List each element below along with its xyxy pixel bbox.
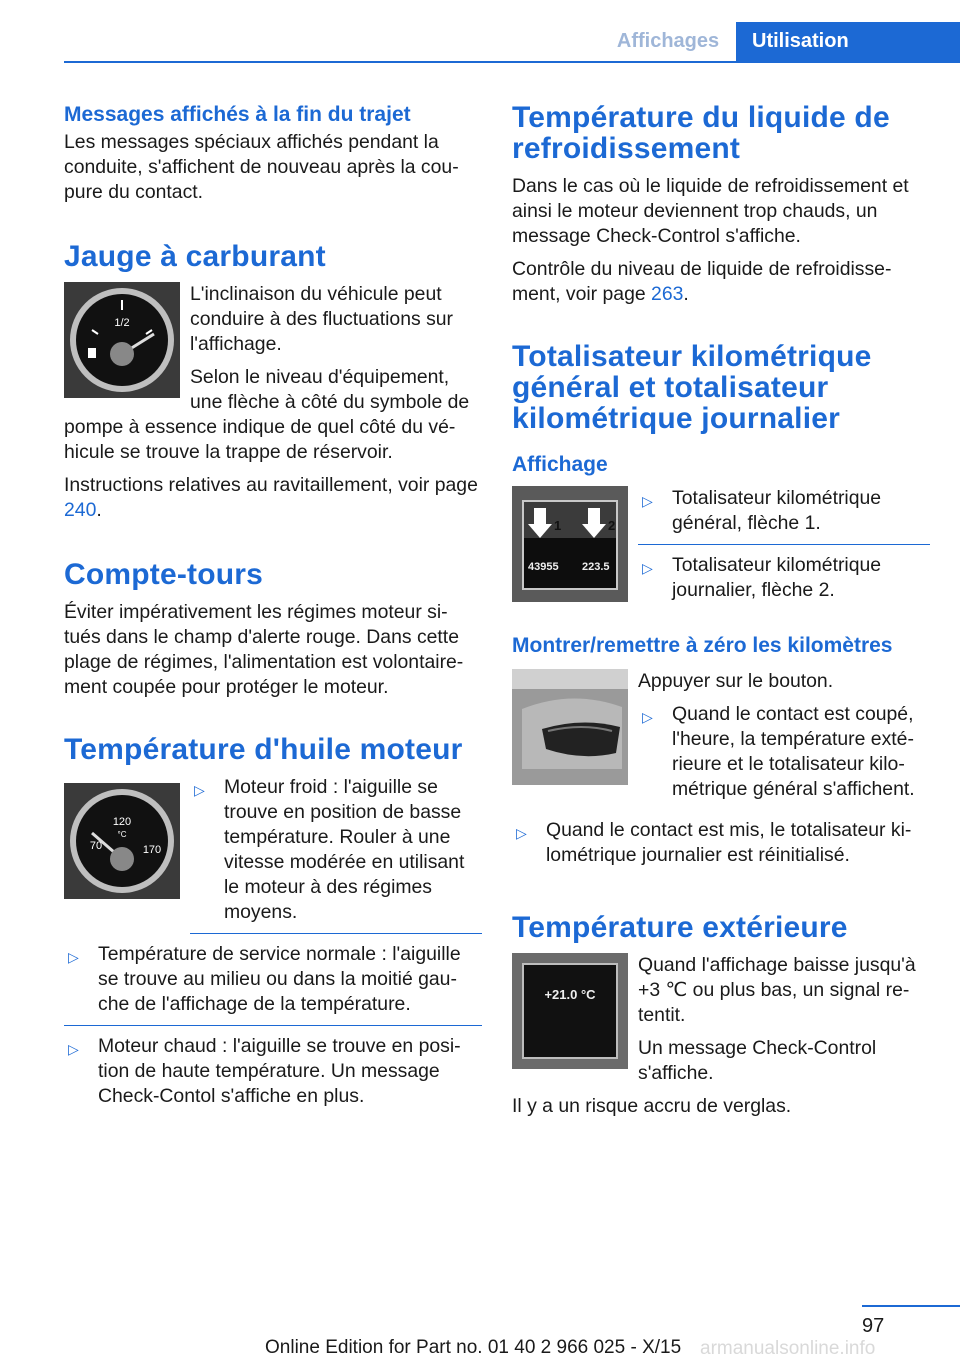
watermark-text: armanualsonline.info [700,1338,876,1359]
fuel-gauge-text-1: L'inclinaison du véhicule peut conduire à des fluctuations sur l'affichage. [190,283,454,355]
header-rule [64,61,960,63]
tachometer-text: Éviter impérativement les régimes moteur si‐tués dans le champ d'alerte rouge. Dans cette plage de régimes, l'alimentation est volontaire‐ment coupée pour protéger le moteur. [64,601,464,698]
fuel-gauge-heading: Jauge à carburant [64,240,326,273]
odometer-heading: Totalisateur kilométrique général et totalisateur kilométrique journalier [512,340,872,435]
edition-footer: Online Edition for Part no. 01 40 2 966 025 - X/15 [265,1337,682,1358]
list-item: ▷ Moteur froid : l'aiguille se trouve en position de basse température. Rouler à une vitesse modérée en utilisant le moteur à des régimes moyens. [190,775,482,934]
display-subheading: Affichage [512,453,608,476]
oil-gauge-unit-label: °C [117,830,127,839]
footer-rule [862,1305,960,1307]
oil-temperature-figure [64,783,180,899]
list-item: ▷ Quand le contact est coupé, l'heure, la température exté‐rieure et le totalisateur kilo‐métrique général s'affichent. [642,703,915,800]
tachometer-heading: Compte-tours [64,558,264,591]
coolant-temperature-text-1: Dans le cas où le liquide de refroidissement et ainsi le moteur deviennent trop chauds, un message Check-Control s'affiche. [512,175,909,247]
right-column [512,102,930,1127]
reset-button-figure [512,669,628,785]
header-tab-utilisation[interactable]: Utilisation [736,22,960,62]
fuel-gauge-text-2: Selon le niveau d'équipement, une flèche à côté du symbole de pompe à essence indique de quel côté du vé‐hicule se trouve la trappe de réservoir. [64,366,470,463]
triangle-bullet-icon: ▷ [642,493,653,509]
left-column [64,102,482,1125]
list-item: ▷ Quand le contact est mis, le totalisateur ki‐lométrique journalier est réinitialisé. [516,819,912,866]
page-link-240[interactable]: 240 [64,499,97,521]
triangle-bullet-icon: ▷ [68,949,79,965]
oil-gauge-high-label: 170 [142,844,162,856]
coolant-temperature-text-2: Contrôle du niveau de liquide de refroidisse‐ment, voir page 263. [512,258,892,305]
odometer-list [638,486,930,619]
odometer-arrow-1-label: 1 [554,518,562,533]
oil-gauge-mid-label: 120 [112,816,132,828]
oil-gauge-low-label: 70 [89,840,103,852]
triangle-bullet-icon: ▷ [516,825,527,841]
oil-temperature-heading: Température d'huile moteur [64,733,463,766]
fuel-gauge-half-label: 1/2 [114,317,130,329]
list-item: ▷ Totalisateur kilométrique journalier, flèche 2. [642,554,882,601]
page-number: 97 [862,1315,885,1337]
coolant-temperature-heading: Température du liquide de refroidissement [512,101,890,165]
outside-temperature-text-3: Il y a un risque accru de verglas. [512,1095,792,1117]
outside-temperature-text-2: Un message Check-Control s'affiche. [638,1037,877,1084]
reset-km-subheading: Montrer/remettre à zéro les kilomètres [512,634,893,657]
triangle-bullet-icon: ▷ [642,709,653,725]
list-item: ▷ Totalisateur kilométrique général, flèche 1. [638,486,930,545]
triangle-bullet-icon: ▷ [68,1041,79,1057]
triangle-bullet-icon: ▷ [642,560,653,576]
odometer-trip-value: 223.5 [582,561,610,573]
page-link-263[interactable]: 263 [651,283,684,305]
list-item: ▷ Moteur chaud : l'aiguille se trouve en posi‐tion de haute température. Un message Check-Contol s'affiche en plus. [68,1035,461,1107]
end-of-trip-messages-heading: Messages affichés à la fin du trajet [64,103,411,126]
odometer-total-value: 43955 [528,561,559,573]
outside-temperature-text-1: Quand l'affichage baisse jusqu'à +3 ℃ ou plus bas, un signal re‐tentit. [638,954,916,1026]
triangle-bullet-icon: ▷ [194,782,205,798]
outside-temperature-heading: Température extérieure [512,911,848,944]
reset-km-text: Appuyer sur le bouton. [638,670,834,692]
reset-km-list-a [638,702,930,818]
header-section-title: Affichages [616,30,720,52]
reset-km-list-b [512,818,930,876]
list-item: ▷ Température de service normale : l'aiguille se trouve au milieu ou dans la moitié gau‐che de l'affichage de la température. [64,942,482,1026]
outside-temperature-value: +21.0 °C [544,987,596,1002]
odometer-arrow-2-label: 2 [608,518,616,533]
outside-temperature-figure [512,953,628,1069]
fuel-gauge-figure [64,282,180,398]
fuel-gauge-text-3: Instructions relatives au ravitaillement, voir page 240. [64,474,478,521]
end-of-trip-messages-text: Les messages spéciaux affichés pendant la conduite, s'affichent de nouveau après la cou‐pure du contact. [64,131,459,203]
odometer-figure [512,486,628,602]
